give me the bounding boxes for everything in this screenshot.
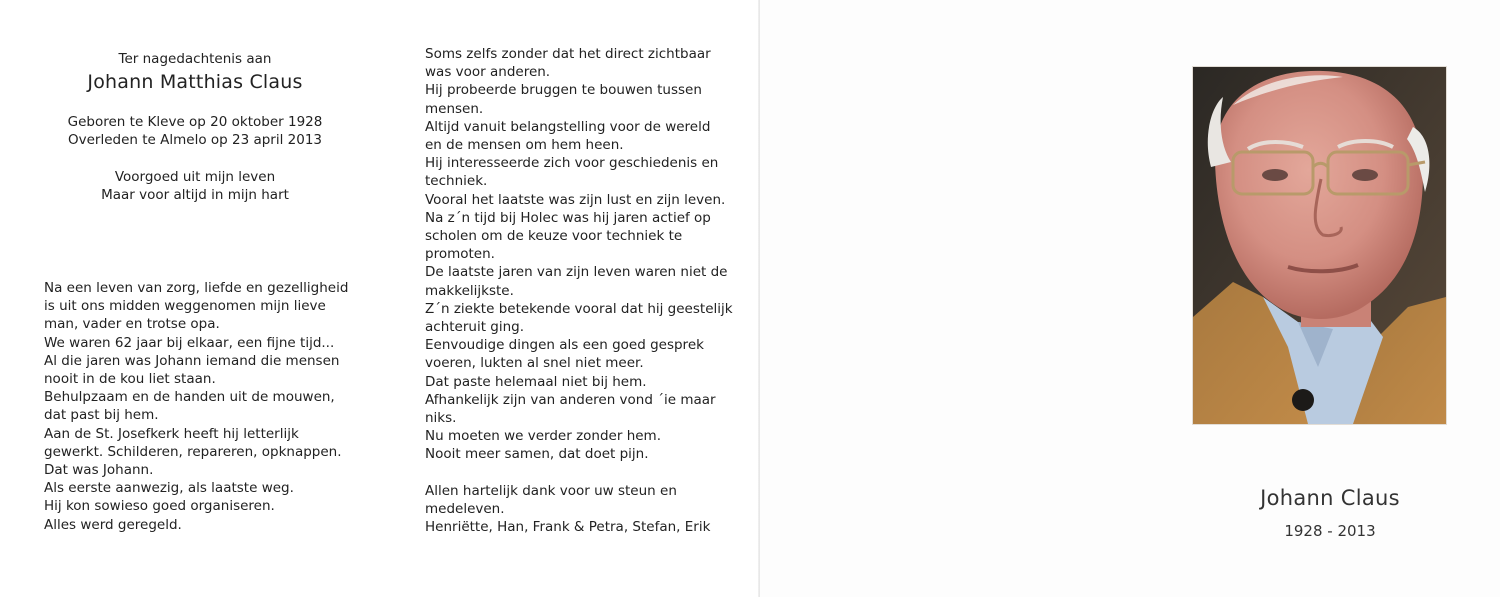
- text-line: Na z´n tijd bij Holec was hij jaren actief op: [425, 209, 711, 226]
- thanks-line: Allen hartelijk dank voor uw steun en: [425, 482, 677, 499]
- memorial-intro: Ter nagedachtenis aan: [118, 51, 272, 67]
- text-line: Na een leven van zorg, liefde en gezelligheid: [44, 280, 349, 296]
- text-line: en de mensen om hem heen.: [425, 137, 624, 154]
- text-line: makkelijkste.: [425, 282, 514, 299]
- portrait-illustration: [1193, 67, 1446, 424]
- text-line: Hij probeerde bruggen te bouwen tussen: [425, 82, 702, 99]
- text-line: Soms zelfs zonder dat het direct zichtbaar: [425, 46, 711, 62]
- eulogy-text-part1: [44, 279, 348, 534]
- death-line: Overleden te Almelo op 23 april 2013: [67, 132, 322, 148]
- memorial-name: Johann Claus: [1260, 486, 1400, 510]
- deceased-full-name: Johann Matthias Claus: [87, 71, 303, 93]
- text-line: Vooral het laatste was zijn lust en zijn leven.: [425, 191, 726, 208]
- text-line: Behulpzaam en de handen uit de mouwen,: [44, 389, 335, 406]
- text-line: is uit ons midden weggenomen mijn lieve: [44, 298, 326, 315]
- text-line: Aan de St. Josefkerk heeft hij letterlijk: [44, 425, 299, 442]
- birth-line: Geboren te Kleve op 20 oktober 1928: [67, 114, 323, 130]
- life-years: 1928 - 2013: [1284, 522, 1376, 540]
- text-line: Als eerste aanwezig, als laatste weg.: [44, 480, 294, 497]
- text-line: voeren, lukten al snel niet meer.: [425, 355, 644, 372]
- text-line: Altijd vanuit belangstelling voor de wereld: [425, 118, 711, 135]
- text-line: gewerkt. Schilderen, repareren, opknappen.: [44, 443, 342, 460]
- text-line: Afhankelijk zijn van anderen vond ´ie maar: [425, 391, 716, 408]
- text-line: dat past bij hem.: [44, 407, 159, 424]
- text-line: scholen om de keuze voor techniek te: [425, 228, 683, 245]
- life-dates: [40, 113, 350, 149]
- text-line: techniek.: [425, 173, 488, 190]
- text-line: mensen.: [425, 100, 484, 117]
- text-line: Hij kon sowieso goed organiseren.: [44, 498, 275, 515]
- memorial-motto: [40, 168, 350, 204]
- text-line: Nooit meer samen, dat doet pijn.: [425, 446, 649, 463]
- motto-line: Voorgoed uit mijn leven: [114, 169, 276, 185]
- text-line: Hij interesseerde zich voor geschiedenis en: [425, 155, 719, 172]
- motto-line: Maar voor altijd in mijn hart: [101, 187, 289, 203]
- portrait-photo: [1192, 66, 1447, 425]
- text-line: Dat paste helemaal niet bij hem.: [425, 373, 647, 390]
- text-line: man, vader en trotse opa.: [44, 316, 220, 333]
- text-line: was voor anderen.: [425, 64, 551, 81]
- paragraph-gap: [425, 464, 733, 482]
- text-line: We waren 62 jaar bij elkaar, een fijne tijd...: [44, 334, 335, 351]
- text-line: Z´n ziekte betekende vooral dat hij geestelijk: [425, 300, 733, 317]
- text-line: Al die jaren was Johann iemand die mensen: [44, 352, 340, 369]
- thanks-line: medeleven.: [425, 500, 505, 517]
- text-line: niks.: [425, 410, 457, 427]
- eulogy-text-part2: [425, 45, 733, 536]
- text-line: Eenvoudige dingen als een goed gesprek: [425, 337, 704, 354]
- text-line: Nu moeten we verder zonder hem.: [425, 428, 661, 445]
- family-signature: Henriëtte, Han, Frank & Petra, Stefan, Erik: [425, 519, 711, 536]
- memorial-header: [40, 50, 350, 204]
- text-line: promoten.: [425, 246, 495, 263]
- text-line: achteruit ging.: [425, 319, 525, 336]
- text-line: nooit in de kou liet staan.: [44, 371, 216, 388]
- text-line: Alles werd geregeld.: [44, 516, 182, 533]
- text-line: De laatste jaren van zijn leven waren niet de: [425, 264, 728, 281]
- text-line: Dat was Johann.: [44, 462, 154, 479]
